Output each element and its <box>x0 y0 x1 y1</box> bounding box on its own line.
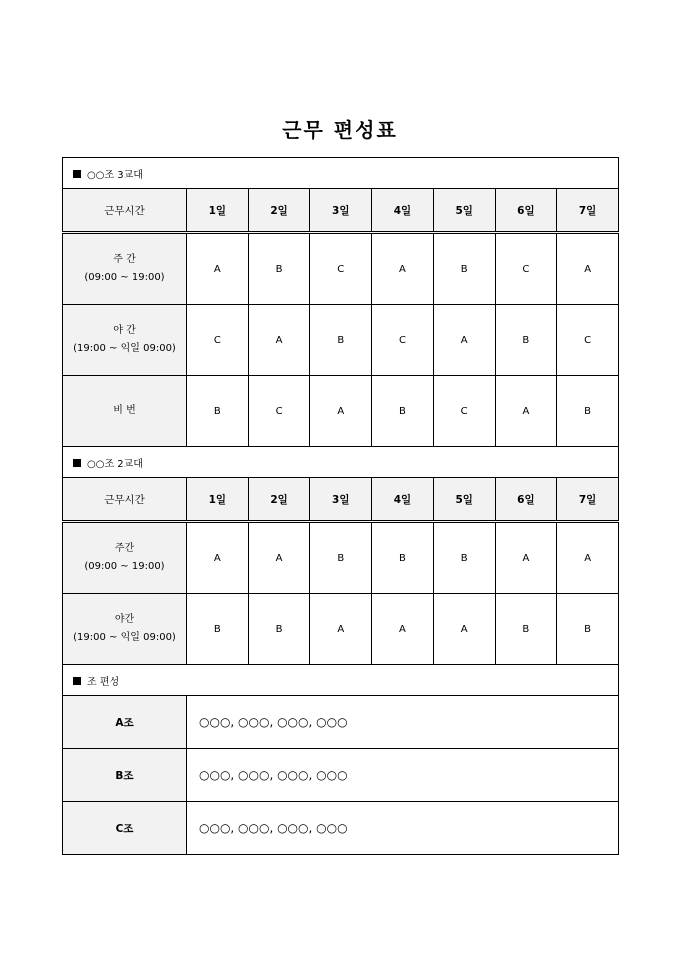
group-members: ○○○, ○○○, ○○○, ○○○ <box>187 802 619 855</box>
shift-hours: (19:00 ~ 익일 09:00) <box>73 343 176 354</box>
section-heading <box>63 158 619 189</box>
section-heading <box>63 447 619 478</box>
table-cell: B <box>310 522 372 594</box>
group-label: C조 <box>63 802 187 855</box>
table-cell: A <box>372 233 434 305</box>
table-cell: A <box>187 522 249 594</box>
header-cell: 7일 <box>557 478 619 522</box>
table-cell: A <box>372 594 434 665</box>
header-cell: 6일 <box>495 189 557 233</box>
table-cell: B <box>310 305 372 376</box>
section-heading-row <box>63 158 619 189</box>
shift-hours: (09:00 ~ 19:00) <box>84 272 165 283</box>
schedule-table <box>62 157 619 855</box>
table-header-row <box>63 478 619 522</box>
table-cell: A <box>248 305 310 376</box>
group-row <box>63 696 619 749</box>
group-members: ○○○, ○○○, ○○○, ○○○ <box>187 696 619 749</box>
group-label: A조 <box>63 696 187 749</box>
table-cell: A <box>495 376 557 447</box>
table-cell: A <box>310 594 372 665</box>
table-cell: C <box>248 376 310 447</box>
shift-name: 야 간 <box>113 325 136 336</box>
header-cell: 1일 <box>187 478 249 522</box>
header-cell: 5일 <box>433 478 495 522</box>
section-heading <box>63 665 619 696</box>
table-cell: B <box>372 376 434 447</box>
table-cell: B <box>433 522 495 594</box>
section-heading-text: 조 편성 <box>87 676 120 688</box>
table-cell: A <box>433 594 495 665</box>
group-members: ○○○, ○○○, ○○○, ○○○ <box>187 749 619 802</box>
shift-hours: (19:00 ~ 익일 09:00) <box>73 632 176 643</box>
header-cell: 3일 <box>310 189 372 233</box>
table-cell: B <box>187 594 249 665</box>
table-cell: C <box>372 305 434 376</box>
table-cell: C <box>495 233 557 305</box>
section-heading-row <box>63 447 619 478</box>
header-cell: 7일 <box>557 189 619 233</box>
shift-label <box>63 305 187 376</box>
table-cell: A <box>557 522 619 594</box>
square-bullet-icon <box>73 677 81 685</box>
table-row <box>63 594 619 665</box>
shift-name: 비 번 <box>113 405 136 416</box>
table-header-row <box>63 189 619 233</box>
group-row <box>63 802 619 855</box>
table-cell: A <box>248 522 310 594</box>
table-cell: C <box>310 233 372 305</box>
shift-name: 주간 <box>114 543 135 554</box>
table-cell: C <box>187 305 249 376</box>
section-heading-row <box>63 665 619 696</box>
header-cell: 5일 <box>433 189 495 233</box>
table-cell: B <box>433 233 495 305</box>
header-cell: 3일 <box>310 478 372 522</box>
table-cell: B <box>372 522 434 594</box>
header-cell: 2일 <box>248 478 310 522</box>
table-cell: B <box>557 376 619 447</box>
table-cell: B <box>495 594 557 665</box>
shift-label <box>63 376 187 447</box>
header-cell: 2일 <box>248 189 310 233</box>
shift-hours: (09:00 ~ 19:00) <box>84 561 165 572</box>
table-cell: B <box>557 594 619 665</box>
shift-label <box>63 594 187 665</box>
header-cell: 근무시간 <box>63 189 187 233</box>
section-heading-text: ○○조 2교대 <box>87 458 143 470</box>
page-title: 근무 편성표 <box>282 118 398 142</box>
header-cell: 4일 <box>372 189 434 233</box>
header-cell: 6일 <box>495 478 557 522</box>
table-cell: B <box>248 233 310 305</box>
table-cell: C <box>557 305 619 376</box>
section-heading-text: ○○조 3교대 <box>87 169 143 181</box>
table-row <box>63 305 619 376</box>
shift-name: 야간 <box>114 614 135 625</box>
table-row <box>63 522 619 594</box>
group-label: B조 <box>63 749 187 802</box>
header-cell: 4일 <box>372 478 434 522</box>
header-cell: 1일 <box>187 189 249 233</box>
table-row <box>63 376 619 447</box>
table-cell: A <box>187 233 249 305</box>
table-cell: B <box>248 594 310 665</box>
square-bullet-icon <box>73 459 81 467</box>
table-cell: A <box>433 305 495 376</box>
header-cell: 근무시간 <box>63 478 187 522</box>
shift-label <box>63 233 187 305</box>
table-cell: A <box>495 522 557 594</box>
table-cell: A <box>310 376 372 447</box>
shift-name: 주 간 <box>113 254 136 265</box>
shift-label <box>63 522 187 594</box>
table-cell: C <box>433 376 495 447</box>
table-cell: B <box>495 305 557 376</box>
table-cell: B <box>187 376 249 447</box>
table-cell: A <box>557 233 619 305</box>
group-row <box>63 749 619 802</box>
square-bullet-icon <box>73 170 81 178</box>
table-row <box>63 233 619 305</box>
